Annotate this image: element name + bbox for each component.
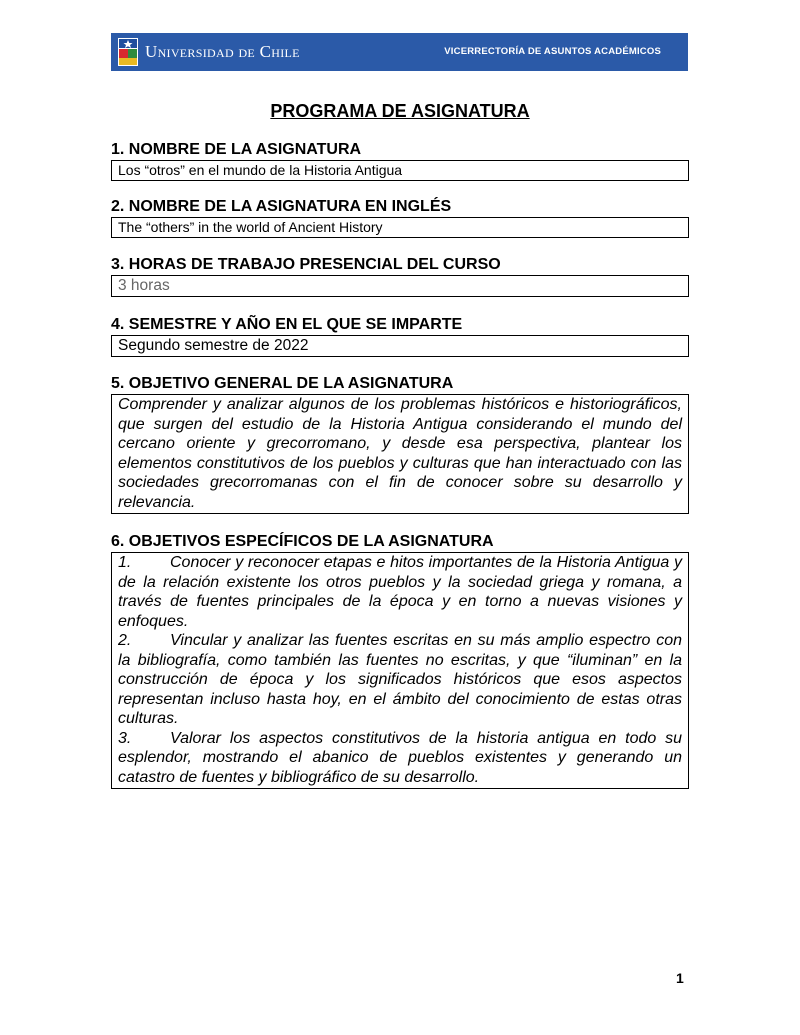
section-3-heading: 3. HORAS DE TRABAJO PRESENCIAL DEL CURSO: [111, 256, 501, 273]
vicerrectoria-label: VICERRECTORÍA DE ASUNTOS ACADÉMICOS: [444, 46, 661, 57]
item-text: Vincular y analizar las fuentes escritas en su más amplio espectro con la bibliografía, como también las fuentes no escritas, y que “iluminan” en la construcción de época y los significados históricos que esos aspectos representan incluso hasta hoy, en el ámbito del conocimiento de estas otras culturas.: [118, 632, 682, 727]
university-name: Universidad de Chile: [145, 42, 300, 61]
page-title: PROGRAMA DE ASIGNATURA: [270, 101, 530, 121]
section-5-box: [111, 394, 689, 514]
section-1-heading: 1. NOMBRE DE LA ASIGNATURA: [111, 141, 362, 158]
list-item: [118, 631, 682, 729]
item-number: 1.: [118, 554, 132, 571]
section-5-value: Comprender y analizar algunos de los problemas históricos e historiográficos, que surgen del estudio de la Historia Antigua considerando el mundo del cercano oriente y grecorromano, y desde esa perspectiva, plantear los elementos constitutivos de los pueblos y culturas que han interactuado con las sociedades grecorromanas con el fin de conocer sobre su desarrollo y relevancia.: [118, 396, 682, 511]
header-banner: [111, 33, 688, 71]
item-text: Valorar los aspectos constitutivos de la historia antigua en todo su esplendor, mostrando el abanico de pueblos existentes y generando un catastro de fuentes y bibliográfico de su desarrollo.: [118, 729, 682, 786]
section-5-heading: 5. OBJETIVO GENERAL DE LA ASIGNATURA: [111, 375, 454, 392]
list-item: [118, 729, 682, 788]
page-number: 1: [676, 970, 684, 986]
section-1-value: Los “otros” en el mundo de la Historia Antigua: [111, 160, 689, 181]
section-6-heading: 6. OBJETIVOS ESPECÍFICOS DE LA ASIGNATURA: [111, 533, 494, 550]
item-number: 2.: [118, 632, 132, 649]
section-3-value: 3 horas: [111, 275, 689, 297]
university-crest-icon: [117, 37, 139, 67]
section-2-value: The “others” in the world of Ancient History: [111, 217, 689, 238]
item-number: 3.: [118, 729, 132, 747]
section-4-value: Segundo semestre de 2022: [111, 335, 689, 357]
section-4-heading: 4. SEMESTRE Y AÑO EN EL QUE SE IMPARTE: [111, 316, 463, 333]
item-text: Conocer y reconocer etapas e hitos importantes de la Historia Antigua y de la relación existente los otros pueblos y la sociedad griega y romana, a través de fuentes principales de la época y en torno a nuevas visiones y enfoques.: [118, 554, 682, 630]
section-2-heading: 2. NOMBRE DE LA ASIGNATURA EN INGLÉS: [111, 198, 452, 215]
section-6-box: [111, 552, 689, 789]
list-item: [118, 553, 682, 631]
